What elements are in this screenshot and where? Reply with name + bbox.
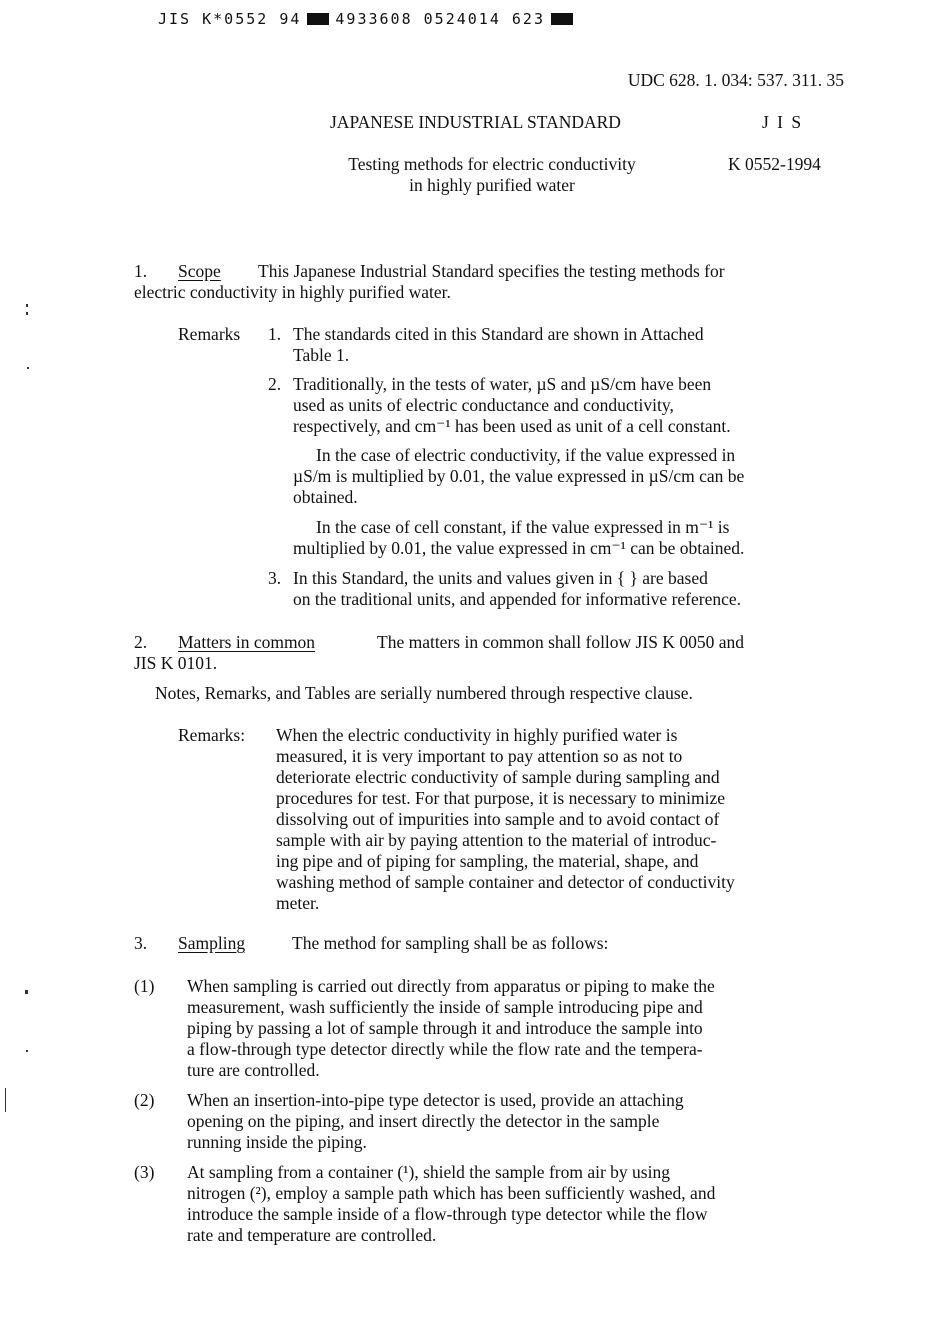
scan-speck [26,1050,28,1052]
item-line: a flow-through type detector directly while the flow rate and the tempera- [187,1039,703,1059]
section-2-remarks-label: Remarks: [178,725,246,745]
scan-speck [27,367,29,369]
item-3-text [187,1162,715,1246]
item-line: measurement, wash sufficiently the inside of sample introducing pipe and [187,997,703,1017]
item-line: running inside the piping. [187,1132,367,1152]
barcode-block [551,13,573,25]
scan-speck [25,990,28,994]
remark-1-line1: The standards cited in this Standard are shown in Attached [293,324,704,344]
item-line: nitrogen (²), employ a sample path which has been sufficiently washed, and [187,1183,716,1203]
remark-2-line3: respectively, and cm⁻¹ has been used as unit of a cell constant. [293,416,731,436]
remarks-line: procedures for test. For that purpose, it is necessary to minimize [276,788,726,808]
section-2-text-line2: JIS K 0101. [134,653,218,673]
section-2-number: 2. [134,632,148,652]
section-2-heading: Matters in common [178,632,316,652]
remarks-line: measured, it is very important to pay attention so as not to [276,746,683,766]
remark-3-line2: on the traditional units, and appended for informative reference. [293,589,742,609]
item-line: At sampling from a container (¹), shield the sample from air by using [187,1162,670,1182]
remarks-line: When the electric conductivity in highly purified water is [276,725,678,745]
remark-2-para1-line2: µS/m is multiplied by 0.01, the value expressed in µS/cm can be [293,466,745,486]
doc-title-line1: Testing methods for electric conductivity [348,154,636,174]
section-2-remarks-text [276,725,735,914]
section-3-number: 3. [134,933,148,953]
item-line: rate and temperature are controlled. [187,1225,437,1245]
section-2-notes: Notes, Remarks, and Tables are serially numbered through respective clause. [155,683,693,703]
item-line: piping by passing a lot of sample through it and introduce the sample into [187,1018,703,1038]
standard-title: JAPANESE INDUSTRIAL STANDARD [330,112,621,132]
remarks-line: deteriorate electric conductivity of sample during sampling and [276,767,720,787]
header-code-part1: JIS K*0552 94 [158,10,302,28]
remark-2-para1-line1: In the case of electric conductivity, if the value expressed in [316,445,736,465]
remark-2-para2-line2: multiplied by 0.01, the value expressed in cm⁻¹ can be obtained. [293,538,745,558]
section-1-text-line1: This Japanese Industrial Standard specifies the testing methods for [258,261,725,281]
item-1-number: (1) [134,976,155,996]
remark-3-number: 3. [268,568,282,588]
section-3-intro: The method for sampling shall be as follows: [292,933,609,953]
remark-1-number: 1. [268,324,282,344]
item-2-number: (2) [134,1090,155,1110]
scan-speck [26,312,28,315]
remark-2-para1-line3: obtained. [293,487,358,507]
udc-code: UDC 628. 1. 034: 537. 311. 35 [627,70,844,90]
item-3-number: (3) [134,1162,155,1182]
remarks-line: washing method of sample container and detector of conductivity [276,872,735,892]
scan-header-code [158,10,579,28]
remarks-line: meter. [276,893,320,913]
item-line: introduce the sample inside of a flow-through type detector while the flow [187,1204,708,1224]
doc-number: K 0552-1994 [728,154,821,174]
item-1-text [187,976,715,1081]
remark-2-para2-line1: In the case of cell constant, if the value expressed in m⁻¹ is [316,517,730,537]
section-1-text-line2: electric conductivity in highly purified water. [134,282,451,302]
remark-1-line2: Table 1. [293,345,350,365]
section-2-text-line1: The matters in common shall follow JIS K 0050 and [377,632,744,652]
section-3-heading: Sampling [178,933,246,953]
remark-2-number: 2. [268,374,282,394]
header-code-part2: 4933608 0524014 623 [335,10,545,28]
remarks-label: Remarks [178,324,241,344]
item-2-text [187,1090,684,1153]
jis-mark: J I S [762,112,804,132]
remarks-line: dissolving out of impurities into sample and to avoid contact of [276,809,720,829]
remarks-line: sample with air by paying attention to the material of introduc- [276,830,717,850]
remarks-line: ing pipe and of piping for sampling, the material, shape, and [276,851,699,871]
item-line: opening on the piping, and insert directly the detector in the sample [187,1111,660,1131]
item-line: When an insertion-into-pipe type detector is used, provide an attaching [187,1090,684,1110]
scan-speck [26,304,28,307]
remark-2-line1: Traditionally, in the tests of water, µS and µS/cm have been [293,374,712,394]
section-1-number: 1. [134,261,148,281]
item-line: When sampling is carried out directly from apparatus or piping to make the [187,976,715,996]
section-1-heading: Scope [178,261,221,281]
item-line: ture are controlled. [187,1060,320,1080]
remark-3-line1: In this Standard, the units and values given in { } are based [293,568,708,588]
doc-title-line2: in highly purified water [409,175,575,195]
scan-speck [5,1088,6,1112]
barcode-block [307,13,329,25]
remark-2-line2: used as units of electric conductance and conductivity, [293,395,674,415]
